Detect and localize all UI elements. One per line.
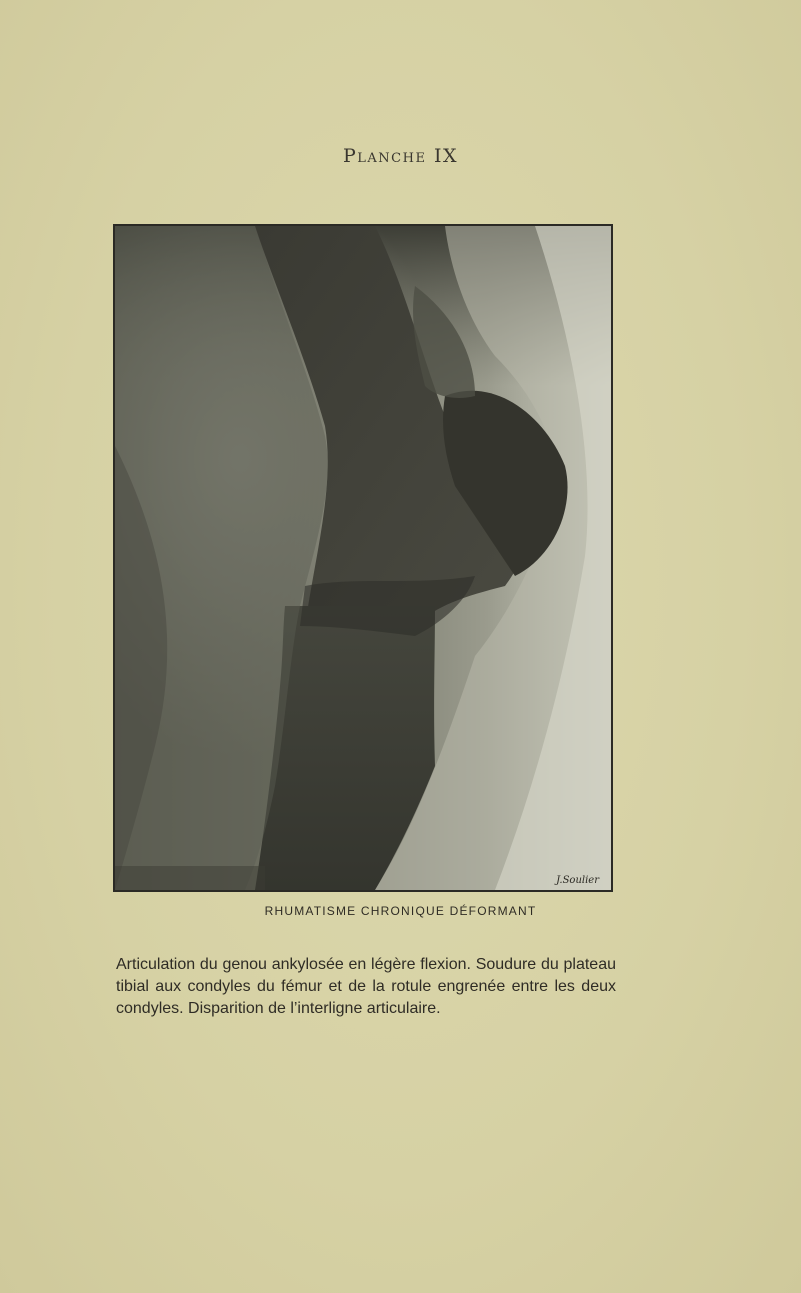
caption-title: RHUMATISME CHRONIQUE DÉFORMANT (264, 904, 537, 918)
photographer-signature: J.Soulier (556, 875, 599, 886)
knee-radiograph (115, 226, 611, 890)
xray-image (113, 224, 613, 892)
plate-title: Planche IX (342, 145, 459, 167)
caption-text: Articulation du genou ankylosée en légère flexion. Soudure du plateau tibial aux condyles du fémur et de la rotule engrenée entre les deux condyles. Disparition de l’interligne articulaire. (116, 956, 616, 1017)
